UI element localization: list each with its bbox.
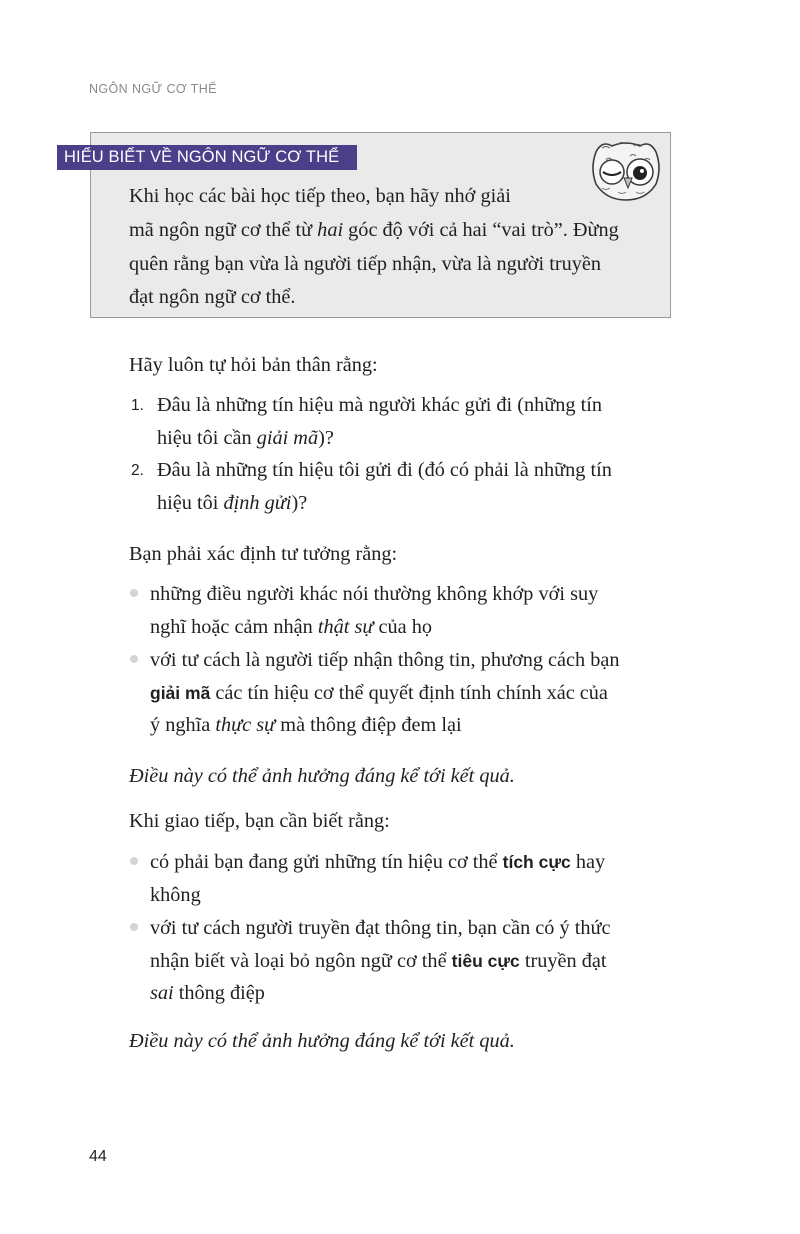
info-box-line-1: Khi học các bài học tiếp theo, bạn hãy nhớ giải (129, 185, 511, 207)
text-run: có phải bạn đang gửi những tín hiệu cơ thể (150, 851, 503, 873)
text-run: hiệu tôi cần (157, 426, 257, 449)
question-2 (157, 454, 612, 519)
section-1-conclusion (129, 760, 515, 793)
section-2-bullet-1-line-2: không (150, 883, 201, 906)
info-box-line-3: quên rằng bạn vừa là người tiếp nhận, vừa là người truyền (129, 252, 602, 275)
text-run: hay (570, 851, 606, 873)
section-1-bullet-1-line-2 (150, 611, 598, 644)
bullet-icon (130, 589, 138, 597)
text-run: thông điệp (173, 982, 265, 1004)
questions-intro: Hãy luôn tự hỏi bản thân rằng: (129, 354, 378, 376)
question-number-2: 2. (131, 462, 144, 479)
bold-text: tích cực (502, 852, 571, 872)
section-2-conclusion (129, 1025, 515, 1058)
emphasis-text: hai (317, 218, 344, 241)
question-2-line-2 (157, 487, 612, 520)
section-1-bullet-1 (150, 578, 598, 643)
section-2-bullet-1-line-1 (150, 846, 605, 879)
emphasis-text: Điều này có thể ảnh hưởng đáng kể tới kết quả. (129, 1030, 515, 1052)
text-run: của họ (373, 615, 432, 638)
question-1-line-2 (157, 422, 602, 455)
info-box-line-4: đạt ngôn ngữ cơ thể. (129, 286, 296, 309)
emphasis-text: giải mã (256, 426, 319, 449)
question-1-line-1: Đâu là những tín hiệu mà người khác gửi đi (những tín (157, 394, 603, 416)
section-1-intro: Bạn phải xác định tư tưởng rằng: (129, 543, 398, 565)
text-run: ý nghĩa (150, 714, 216, 736)
text-run: mã ngôn ngữ cơ thể từ (129, 218, 318, 241)
text-run: hiệu tôi (157, 491, 224, 514)
bullet-icon (130, 857, 138, 865)
section-2-bullet-2-line-3 (150, 977, 611, 1010)
section-1-bullet-2-line-2 (150, 677, 620, 710)
emphasis-text: thực sự (215, 714, 276, 736)
text-run: )? (291, 491, 308, 514)
question-number-1: 1. (131, 397, 144, 414)
info-box-title: HIỂU BIẾT VỀ NGÔN NGỮ CƠ THỂ (57, 145, 357, 170)
text-run: nhận biết và loại bỏ ngôn ngữ cơ thể (150, 949, 452, 972)
bullet-icon (130, 923, 138, 931)
section-2-bullet-1 (150, 846, 605, 911)
emphasis-text: định gửi (223, 491, 292, 514)
text-run: nghĩ hoặc cảm nhận (150, 615, 318, 638)
text-run: mà thông điệp đem lại (275, 714, 462, 736)
section-2-bullet-2-line-2 (150, 945, 611, 978)
emphasis-text: thật sự (317, 615, 374, 638)
page-number: 44 (89, 1148, 107, 1165)
question-2-line-1: Đâu là những tín hiệu tôi gửi đi (đó có phải là những tín (157, 459, 612, 481)
text-run: các tín hiệu cơ thể quyết định tính chính xác của (210, 681, 608, 704)
running-head: NGÔN NGỮ CƠ THỂ (89, 82, 217, 96)
section-2-bullet-2-line-1: với tư cách người truyền đạt thông tin, bạn cần có ý thức (150, 917, 611, 939)
text-run: )? (318, 426, 334, 449)
section-2-intro: Khi giao tiếp, bạn cần biết rằng: (129, 810, 390, 832)
bullet-icon (130, 655, 138, 663)
question-1 (157, 389, 602, 454)
emphasis-text: Điều này có thể ảnh hưởng đáng kể tới kết quả. (129, 765, 515, 787)
section-1-bullet-2-line-1: với tư cách là người tiếp nhận thông tin, phương cách bạn (150, 649, 620, 671)
text-run: góc độ với cả hai “vai trò”. Đừng (343, 218, 619, 241)
emphasis-text: sai (150, 982, 174, 1004)
section-1-bullet-1-line-1: những điều người khác nói thường không khớp với suy (150, 583, 599, 605)
section-2-bullet-2 (150, 912, 611, 1010)
section-1-bullet-2 (150, 644, 620, 742)
text-run: truyền đạt (519, 949, 607, 972)
bold-text: tiêu cực (451, 950, 520, 971)
bold-text: giải mã (150, 682, 211, 703)
info-box-line-2 (129, 214, 664, 248)
section-1-bullet-2-line-3 (150, 709, 620, 742)
info-box-text (129, 180, 664, 315)
